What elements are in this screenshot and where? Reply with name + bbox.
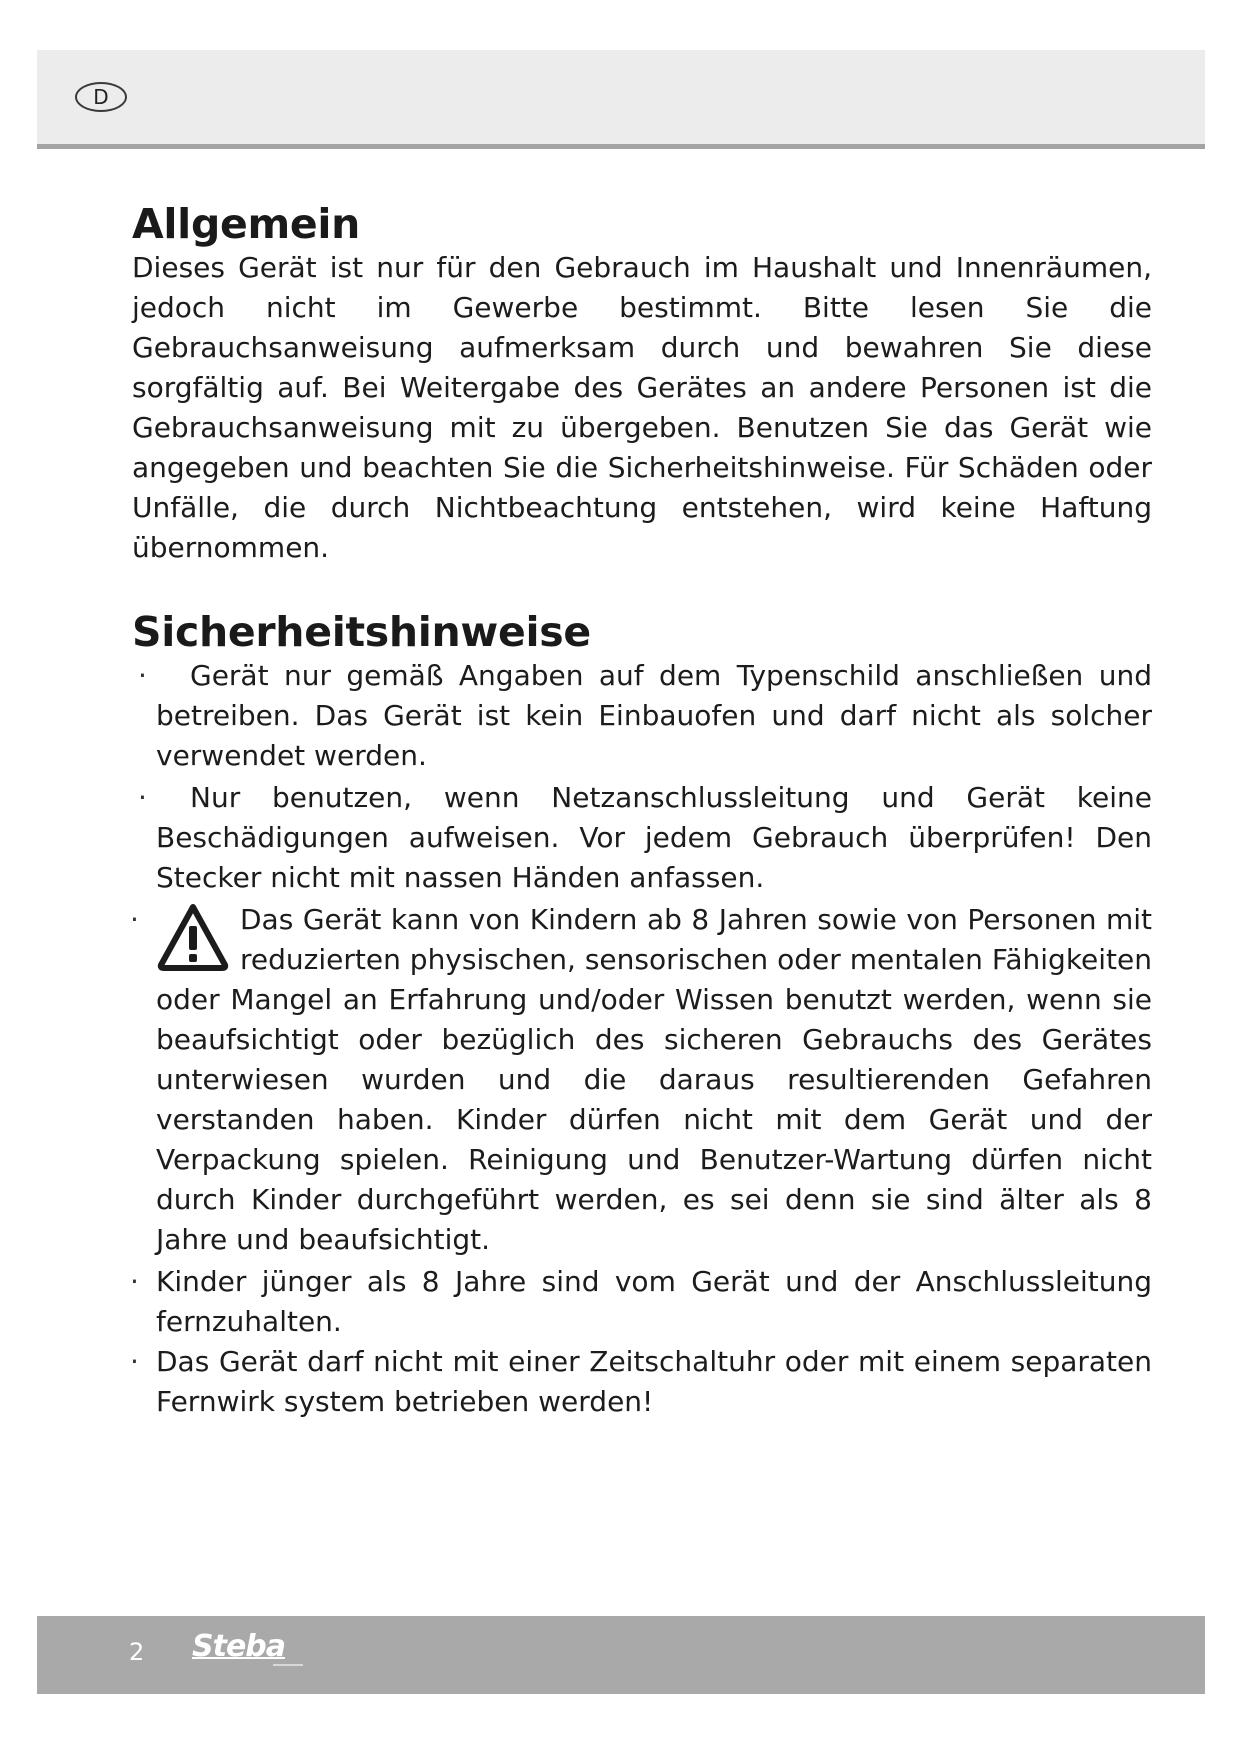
warning-triangle-icon (156, 902, 230, 972)
safety-item-text: Das Gerät kann von Kindern ab 8 Jahren sowie von Personen mit reduzierten physischen, sensorischen oder mentalen Fähigkeiten oder Mangel an Erfahrung und/oder Wissen benutzt werden, wenn sie beaufsichtigt oder bezüglich des sicheren Gebrauchs des Gerätes unterwiesen wurden und die daraus resultierenden Gefahren verstanden haben. Kinder dürfen nicht mit dem Gerät und der Verpackung spielen. Reinigung und Benutzer-Wartung dürfen nicht durch Kinder durchgeführt werden, es sei denn sie sind älter als 8 Jahre und beaufsichtigt. (156, 903, 1152, 1256)
content (132, 200, 1152, 1422)
language-badge: D (75, 82, 127, 112)
bullet-marker: · (130, 1265, 139, 1298)
safety-item (132, 1262, 1152, 1342)
footer-band (37, 1616, 1205, 1694)
bullet-marker: · (138, 781, 147, 814)
brand-logo: Steba (192, 1629, 286, 1664)
safety-item-text: Das Gerät darf nicht mit einer Zeitschaltuhr oder mit einem separaten Fernwirk system betrieben werden! (156, 1345, 1152, 1418)
header-band (37, 50, 1205, 149)
safety-item-warning (132, 900, 1152, 1260)
bullet-marker: · (130, 1345, 139, 1378)
bullet-marker: · (130, 903, 139, 936)
section-title-safety: Sicherheitshinweise (132, 608, 591, 656)
safety-item-text: Nur benutzen, wenn Netzanschlussleitung und Gerät keine Beschädigungen aufweisen. Vor jedem Gebrauch überprüfen! Den Stecker nicht mit nassen Händen anfassen. (156, 781, 1152, 894)
general-text: Dieses Gerät ist nur für den Gebrauch im Haushalt und Innenräumen, jedoch nicht im Gewerbe bestimmt. Bitte lesen Sie die Gebrauchsanweisung aufmerksam durch und bewahren Sie diese sorgfältig auf. Bei Weitergabe des Gerätes an andere Personen ist die Gebrauchsanweisung mit zu übergeben. Benutzen Sie das Gerät wie angegeben und beachten Sie die Sicherheitshinweise. Für Schäden oder Unfälle, die durch Nichtbeachtung entstehen, wird keine Haftung übernommen. (132, 251, 1152, 564)
safety-list (132, 656, 1152, 1422)
bullet-marker: · (138, 659, 147, 692)
section-title-general: Allgemein (132, 200, 361, 248)
safety-item-text: Kinder jünger als 8 Jahre sind vom Gerät und der Anschlussleitung fernzuhalten. (156, 1265, 1152, 1338)
safety-item (132, 778, 1152, 898)
safety-item-text: Gerät nur gemäß Angaben auf dem Typenschild anschließen und betreiben. Das Gerät ist kein Einbauofen und darf nicht als solcher verwendet werden. (156, 659, 1152, 772)
safety-item (132, 656, 1152, 776)
page-number: 2 (129, 1638, 145, 1666)
safety-item (132, 1342, 1152, 1422)
brand-logo-underline (273, 1664, 303, 1666)
